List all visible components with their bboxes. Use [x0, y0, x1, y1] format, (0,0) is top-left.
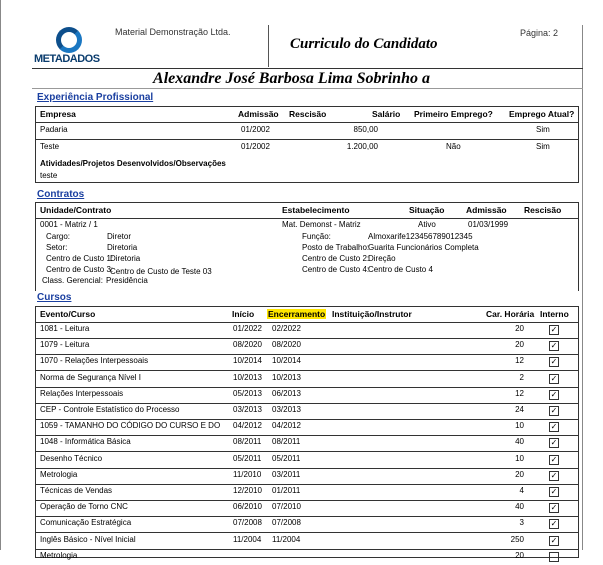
interno-checkbox[interactable]: ✓ [550, 422, 558, 432]
unidade-cell: 0001 - Matriz / 1 [40, 220, 98, 229]
detail-value: Almoxarife123456789012345 [368, 232, 473, 241]
section-experiencia-title[interactable]: Experiência Profissional [37, 92, 154, 103]
admissao-cell: 01/03/1999 [468, 220, 509, 229]
detail-label: Centro de Custo 4: [302, 265, 370, 274]
column-header: Admissão [238, 109, 279, 119]
curso-row [36, 389, 578, 403]
row-divider [36, 435, 578, 436]
experiencia-row [36, 125, 578, 137]
fim-cell: 05/2011 [272, 453, 301, 463]
interno-checkbox[interactable] [549, 552, 559, 562]
inicio-cell: 12/2010 [233, 486, 262, 495]
inicio-cell: 08/2020 [233, 340, 262, 350]
inicio-cell: 11/2004 [233, 534, 262, 544]
curso-row [36, 356, 578, 370]
detail-value: Diretor [107, 232, 132, 241]
atividades-value: teste [40, 171, 58, 180]
interno-checkbox[interactable]: ✓ [550, 389, 558, 399]
horas-cell: 4 [519, 486, 524, 495]
interno-checkbox[interactable]: ✓ [550, 406, 558, 415]
curso-cell: 1081 - Leitura [40, 324, 90, 333]
header-rule [32, 68, 583, 69]
detail-label: Setor: [46, 243, 68, 252]
row-divider [36, 484, 578, 485]
admissao-cell: 01/2002 [241, 125, 270, 134]
detail-value: Guarita Funcionários Completa [368, 243, 479, 252]
atual-cell: Sim [536, 125, 550, 134]
fim-cell: 11/2004 [272, 534, 301, 544]
row-divider [36, 338, 578, 339]
fim-cell: 08/2020 [272, 340, 301, 350]
inicio-cell: 05/2011 [233, 453, 262, 463]
section-cursos-title[interactable]: Cursos [37, 292, 72, 303]
column-header: Admissão [466, 205, 507, 215]
curso-cell: 1070 - Relações Interpessoais [40, 356, 149, 366]
curso-cell: Operação de Torno CNC [40, 502, 128, 512]
document-title: Curriculo do Candidato [290, 36, 438, 52]
horas-cell: 20 [515, 340, 524, 350]
fim-cell: 04/2012 [272, 421, 301, 431]
column-header: Rescisão [524, 205, 562, 215]
horas-cell: 12 [515, 388, 524, 398]
row-divider [36, 322, 578, 323]
row-divider [36, 516, 578, 517]
row-divider [36, 451, 578, 452]
curso-row [36, 470, 578, 484]
horas-cell: 20 [515, 324, 524, 333]
column-header: Car. Horária [486, 309, 535, 319]
fim-cell: 10/2014 [272, 356, 301, 366]
horas-cell: 24 [515, 405, 524, 414]
curso-row [36, 551, 578, 565]
column-header: Salário [372, 109, 401, 119]
primeiro-cell: Não [446, 142, 461, 151]
interno-checkbox[interactable]: ✓ [550, 519, 558, 529]
inicio-cell: 10/2014 [233, 356, 262, 366]
column-header: Unidade/Contrato [40, 205, 112, 215]
cursos-table [35, 306, 579, 558]
interno-checkbox[interactable]: ✓ [550, 325, 558, 334]
contrato-row [36, 220, 578, 232]
situacao-cell: Ativo [418, 220, 436, 229]
curso-row [36, 373, 578, 387]
logo-text: METADADOS [34, 53, 100, 65]
curso-row [36, 421, 578, 435]
fim-cell: 02/2022 [272, 324, 301, 333]
curso-cell: Inglês Básico - Nível Inicial [40, 534, 136, 544]
page-number: Página: 2 [520, 28, 559, 38]
detail-label: Class. Gerencial: [42, 276, 103, 285]
column-header: Emprego Atual? [509, 109, 575, 119]
section-contratos-title[interactable]: Contratos [37, 189, 85, 200]
fim-cell: 08/2011 [272, 437, 301, 447]
fim-cell: 03/2011 [272, 469, 301, 479]
atividades-label: Atividades/Projetos Desenvolvidos/Observações [40, 159, 226, 168]
horas-cell: 40 [515, 437, 524, 447]
curso-cell: 1048 - Informática Básica [40, 437, 131, 447]
curso-row [36, 324, 578, 338]
column-header: Interno [540, 309, 569, 319]
row-divider [36, 468, 578, 469]
inicio-cell: 07/2008 [233, 518, 262, 528]
curso-cell: 1079 - Leitura [40, 340, 90, 350]
inicio-cell: 03/2013 [233, 405, 262, 414]
column-header: Encerramento [268, 309, 326, 319]
horas-cell: 10 [515, 421, 524, 431]
interno-checkbox[interactable]: ✓ [550, 535, 558, 545]
horas-cell: 12 [515, 356, 524, 366]
inicio-cell: 01/2022 [233, 324, 262, 333]
inicio-cell: 04/2012 [233, 421, 262, 431]
column-header: Empresa [40, 109, 76, 119]
column-header: Instituição/Instrutor [332, 309, 412, 319]
row-divider [36, 370, 578, 371]
curso-row [36, 486, 578, 500]
curso-row [36, 502, 578, 516]
curso-cell: Comunicação Estratégica [40, 518, 132, 528]
fim-cell: 07/2008 [272, 518, 301, 528]
column-header: Início [232, 309, 255, 319]
experiencia-table [35, 106, 579, 183]
detail-value: Diretoria [110, 254, 141, 263]
interno-checkbox[interactable]: ✓ [550, 470, 558, 480]
horas-cell: 2 [519, 372, 524, 382]
curso-cell: Metrologia [40, 469, 78, 479]
inicio-cell: 06/2010 [233, 502, 262, 512]
metadados-logo [34, 25, 104, 69]
interno-checkbox[interactable]: ✓ [550, 373, 558, 383]
fim-cell: 06/2013 [272, 388, 301, 398]
salario-cell: 1.200,00 [346, 142, 378, 151]
inicio-cell: 10/2013 [233, 372, 262, 382]
detail-label: Função: [302, 232, 331, 241]
inicio-cell: 08/2011 [233, 437, 262, 447]
curso-cell: Relações Interpessoais [40, 388, 124, 398]
curso-row [36, 454, 578, 468]
row-divider [36, 139, 578, 140]
interno-checkbox[interactable]: ✓ [550, 503, 558, 513]
column-header: Estabelecimento [282, 205, 350, 215]
experiencia-header-row [36, 109, 578, 121]
company-name: Material Demonstração Ltda. [115, 27, 231, 37]
curso-cell: 1059 - TAMANHO DO CÓDIGO DO CURSO E DO [40, 421, 221, 431]
candidate-name: Alexandre José Barbosa Lima Sobrinho a [153, 70, 430, 87]
row-divider [36, 500, 578, 501]
column-header: Evento/Curso [40, 309, 96, 319]
column-header: Situação [409, 205, 445, 215]
detail-value: Direção [368, 254, 396, 263]
interno-checkbox[interactable]: ✓ [550, 487, 558, 496]
curso-row [36, 535, 578, 549]
cursos-header-row [36, 309, 578, 321]
atual-cell: Sim [536, 142, 550, 151]
column-header: Primeiro Emprego? [414, 109, 493, 119]
contratos-header-row [36, 205, 578, 217]
detail-label: Centro de Custo 3: [46, 265, 114, 274]
contratos-table [35, 202, 579, 291]
detail-value: Centro de Custo de Teste 03 [110, 267, 212, 276]
horas-cell: 20 [515, 469, 524, 479]
row-divider [36, 549, 578, 550]
row-divider [36, 122, 578, 123]
row-divider [36, 419, 578, 420]
detail-label: Posto de Trabalho: [302, 243, 370, 252]
curso-cell: Desenho Técnico [40, 453, 103, 463]
horas-cell: 10 [515, 453, 524, 463]
name-rule [32, 88, 583, 89]
interno-checkbox[interactable]: ✓ [550, 341, 558, 351]
row-divider [36, 218, 578, 219]
interno-checkbox[interactable]: ✓ [550, 454, 558, 464]
curso-row [36, 340, 578, 354]
row-divider [36, 387, 578, 388]
empresa-cell: Padaria [40, 125, 68, 134]
experiencia-row [36, 142, 578, 154]
inicio-cell: 11/2010 [233, 469, 262, 479]
fim-cell: 07/2010 [272, 502, 301, 512]
interno-checkbox[interactable]: ✓ [550, 438, 558, 448]
empresa-cell: Teste [40, 142, 60, 151]
inicio-cell: 05/2013 [233, 388, 262, 398]
horas-cell: 3 [519, 518, 524, 528]
estabelecimento-cell: Mat. Demonst - Matriz [282, 220, 361, 229]
detail-value: Presidência [106, 276, 148, 285]
detail-value: Centro de Custo 4 [368, 265, 433, 274]
curso-row [36, 518, 578, 532]
logo-ring-icon [56, 27, 82, 53]
row-divider [36, 403, 578, 404]
fim-cell: 01/2011 [272, 486, 301, 495]
row-divider [36, 532, 578, 533]
detail-label: Centro de Custo 1: [46, 254, 114, 263]
curso-cell: Técnicas de Vendas [40, 486, 113, 495]
detail-label: Centro de Custo 2: [302, 254, 370, 263]
fim-cell: 10/2013 [272, 372, 301, 382]
curso-cell: Norma de Segurança Nível I [40, 372, 141, 382]
page-right-border [582, 25, 583, 550]
row-divider [36, 354, 578, 355]
horas-cell: 40 [515, 502, 524, 512]
detail-value: Diretoria [107, 243, 138, 252]
column-header: Rescisão [289, 109, 327, 119]
curso-row [36, 437, 578, 451]
curso-cell: CEP - Controle Estatístico do Processo [40, 405, 180, 414]
fim-cell: 03/2013 [272, 405, 301, 414]
salario-cell: 850,00 [353, 125, 378, 134]
curso-cell: Metrologia [40, 550, 78, 560]
detail-label: Cargo: [46, 232, 71, 241]
header-divider [268, 25, 269, 67]
horas-cell: 250 [510, 534, 524, 544]
admissao-cell: 01/2002 [241, 142, 270, 151]
curso-row [36, 405, 578, 419]
horas-cell: 20 [515, 550, 524, 560]
interno-checkbox[interactable]: ✓ [550, 357, 558, 367]
